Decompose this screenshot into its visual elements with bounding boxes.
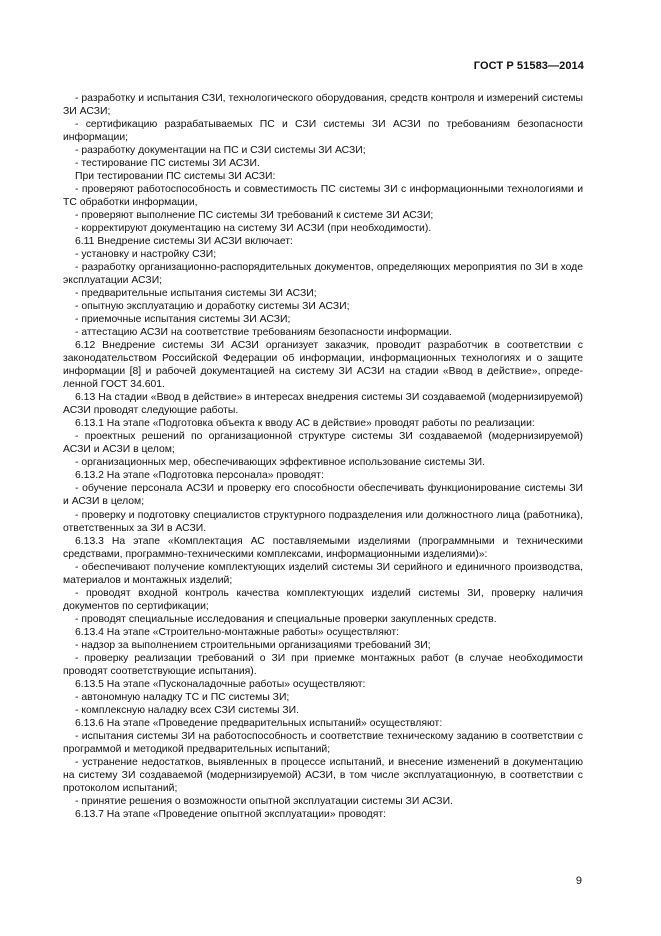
section-6-13: 6.13 На стадии «Ввод в действие» в интересах внедрения системы ЗИ создаваемой (модернизируемой) АСЗИ проводят следующие работы.	[63, 392, 583, 417]
section-heading-6-11: 6.11 Внедрение системы ЗИ АСЗИ включает:	[75, 236, 293, 248]
paragraph: - принятие решения о возможности опытной эксплуатации системы ЗИ АСЗИ.	[75, 795, 453, 807]
paragraph: - разработку организационно-распорядительных документов, определяющих мероприятия по ЗИ в ходе эксплуатации АСЗИ;	[63, 262, 583, 287]
paragraph: - проверяют работоспособность и совместимость ПС системы ЗИ с информационными технологиями и ТС обработки информации,	[63, 184, 583, 209]
page-number: 9	[575, 875, 582, 887]
paragraph: - организационных мер, обеспечивающих эффективное использование системы ЗИ.	[75, 457, 485, 469]
paragraph: - предварительные испытания системы ЗИ АСЗИ;	[75, 288, 317, 300]
paragraph: - аттестацию АСЗИ на соответствие требованиям безопасности информации.	[75, 327, 452, 339]
paragraph: - тестирование ПС системы ЗИ АСЗИ.	[75, 158, 260, 170]
body-text	[63, 92, 583, 821]
section-6-12: 6.12 Внедрение системы ЗИ АСЗИ организует заказчик, проводит разработчик в соответствии с законодательством Российской Федерации об информации, информационных технологиях и о защите информации [8] и рабочей документацией на систему ЗИ АСЗИ на стадии «Ввод в действие», определенной ГОСТ 34.601.	[63, 340, 583, 391]
section-6-13-1: 6.13.1 На этапе «Подготовка объекта к вводу АС в действие» проводят работы по реализации:	[75, 418, 535, 430]
paragraph: - проверку реализации требований о ЗИ при приемке монтажных работ (в случае необходимости проводят соответствующие испытания).	[63, 652, 583, 677]
paragraph: - проверяют выполнение ПС системы ЗИ требований к системе ЗИ АСЗИ;	[75, 210, 434, 222]
paragraph: - обеспечивают получение комплектующих изделий системы ЗИ серийного и единичного производства, материалов и монтажных изделий;	[63, 561, 583, 586]
paragraph: - обучение персонала АСЗИ и проверку его способности обеспечивать функционирование системы ЗИ и АСЗИ в целом;	[63, 483, 583, 508]
paragraph: - надзор за выполнением строительными организациями требований ЗИ;	[75, 639, 431, 651]
paragraph: - разработку и испытания СЗИ, технологического оборудования, средств контроля и измерений системы ЗИ АСЗИ;	[63, 93, 583, 118]
paragraph: При тестировании ПС системы ЗИ АСЗИ:	[75, 171, 276, 183]
paragraph: - установку и настройку СЗИ;	[75, 249, 217, 261]
paragraph: - сертификацию разрабатываемых ПС и СЗИ системы ЗИ АСЗИ по требованиям безопасности информации;	[63, 119, 583, 144]
paragraph: - комплексную наладку всех СЗИ системы ЗИ.	[75, 704, 300, 716]
paragraph: - разработку документации на ПС и СЗИ системы ЗИ АСЗИ;	[75, 145, 366, 157]
standard-header: ГОСТ Р 51583—2014	[473, 60, 584, 72]
paragraph: - приемочные испытания системы ЗИ АСЗИ;	[75, 314, 291, 326]
section-6-13-5: 6.13.5 На этапе «Пусконаладочные работы» осуществляют:	[75, 678, 366, 690]
paragraph: - проводят специальные исследования и специальные проверки закупленных средств.	[75, 613, 497, 625]
paragraph: - испытания системы ЗИ на работоспособность и соответствие техническому заданию в соответствии с программой и методикой предварительных испытаний;	[63, 730, 583, 755]
paragraph: - проверку и подготовку специалистов структурного подразделения или должностного лица (работника), ответственных за ЗИ в АСЗИ.	[63, 509, 583, 534]
paragraph: - автономную наладку ТС и ПС системы ЗИ;	[75, 691, 290, 703]
paragraph: - проектных решений по организационной структуре системы ЗИ создаваемой (модернизируемой) АСЗИ и АСЗИ в целом;	[63, 431, 583, 456]
paragraph: - опытную эксплуатацию и доработку системы ЗИ АСЗИ;	[75, 301, 350, 313]
section-6-13-3: 6.13.3 На этапе «Комплектация АС поставляемыми изделиями (программными и техническими средствами, программно-техническими комплексами, информационными изделиями)»:	[63, 535, 583, 560]
section-6-13-7: 6.13.7 На этапе «Проведение опытной эксплуатации» проводят:	[75, 808, 386, 820]
section-6-13-6: 6.13.6 На этапе «Проведение предварительных испытаний» осуществляют:	[75, 717, 443, 729]
paragraph: - устранение недостатков, выявленных в процессе испытаний, и внесение изменений в документацию на систему ЗИ создаваемой (модернизируемой) АСЗИ, в том числе эксплуатационную, в соответствии с протоколом испытаний;	[63, 756, 583, 794]
paragraph: - корректируют документацию на систему ЗИ АСЗИ (при необходимости).	[75, 223, 432, 235]
paragraph: - проводят входной контроль качества комплектующих изделий системы ЗИ, проверку наличия документов по сертификации;	[63, 587, 583, 612]
section-6-13-2: 6.13.2 На этапе «Подготовка персонала» проводят:	[75, 470, 324, 482]
section-6-13-4: 6.13.4 На этапе «Строительно-монтажные работы» осуществляют:	[75, 626, 400, 638]
